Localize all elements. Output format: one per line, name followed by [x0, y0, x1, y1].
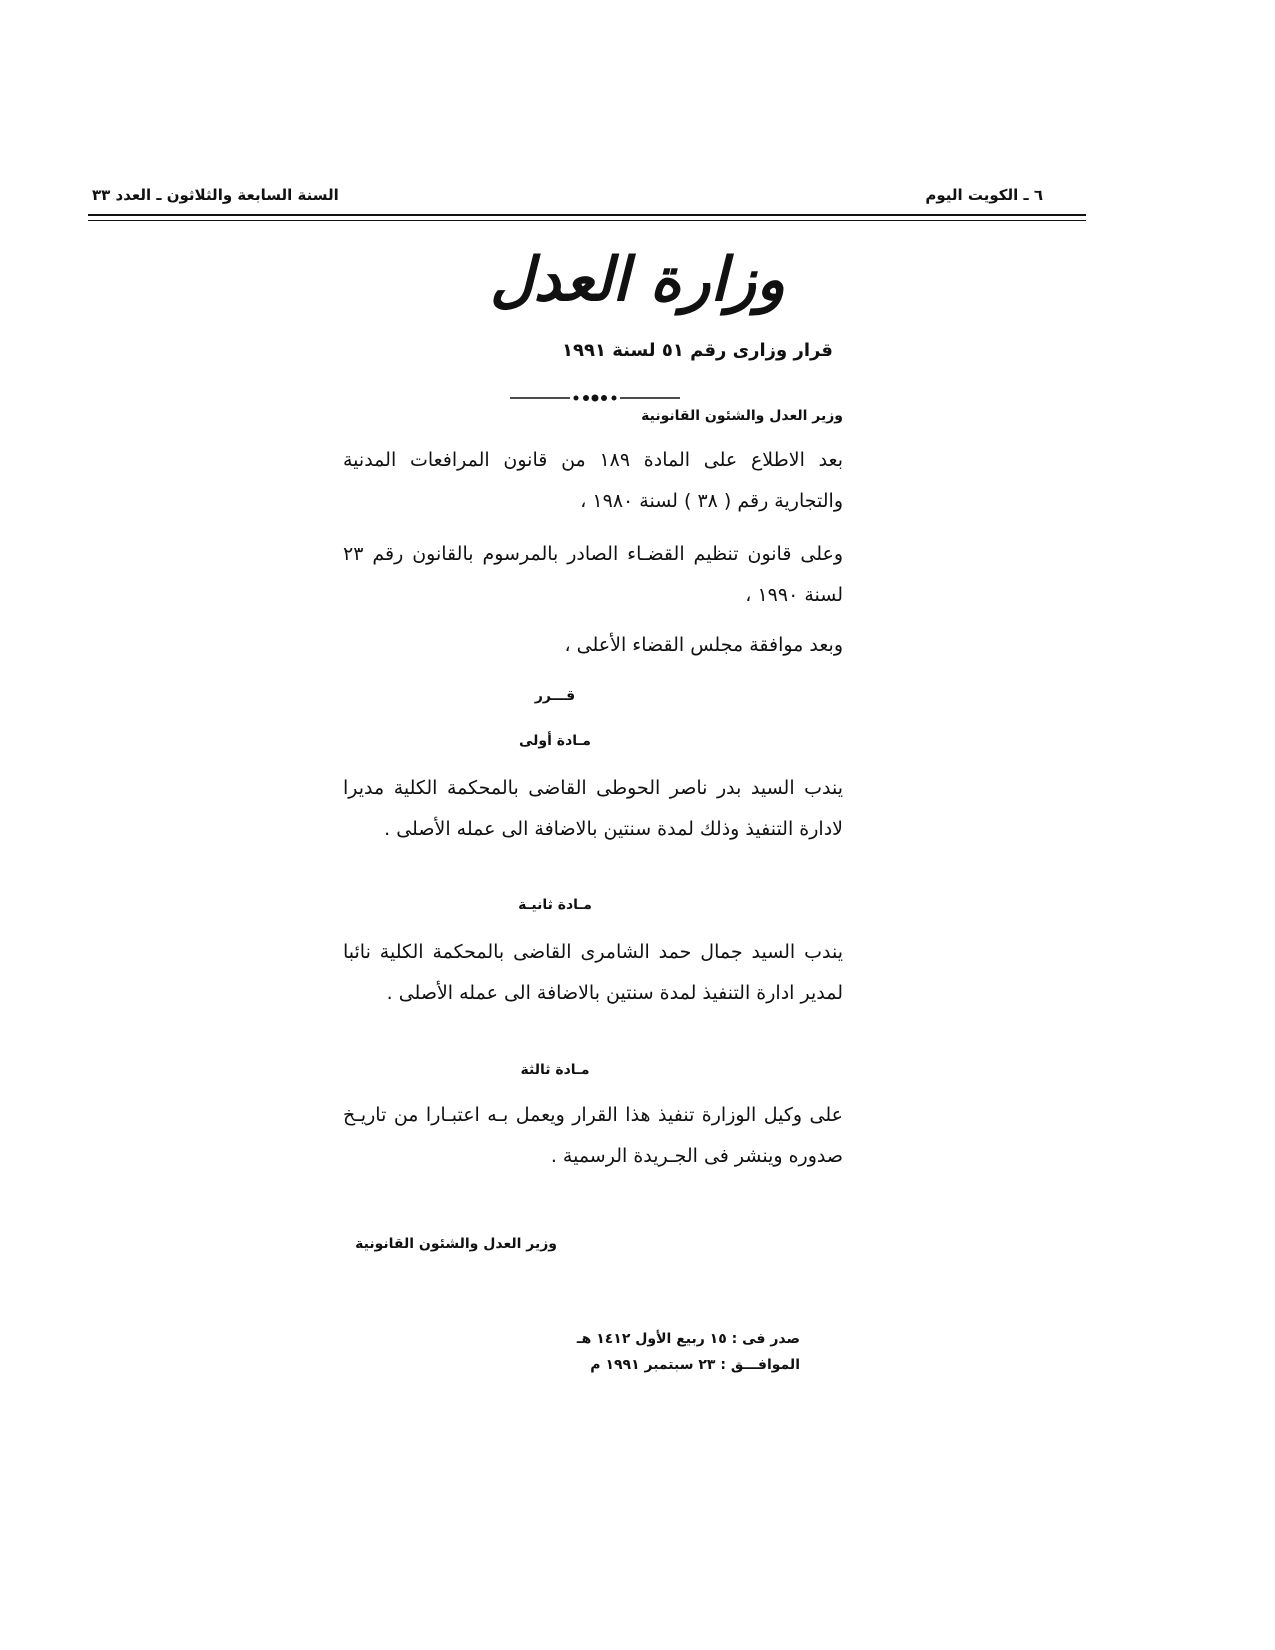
issued-date-hijri: صدر فى : ١٥ ربيع الأول ١٤١٢ هـ: [576, 1331, 800, 1347]
article-3-heading: مـادة ثالثة: [520, 1062, 590, 1078]
header-rule-thin: [88, 220, 1086, 221]
page-number-header: ٦ ـ الكويت اليوم: [925, 186, 1043, 204]
header-rule: [88, 214, 1086, 216]
ornament-divider-icon: [510, 391, 680, 405]
article-2-text: يندب السيد جمال حمد الشامرى القاضى بالمحكمة الكلية نائبا لمدير ادارة التنفيذ لمدة سنتين بالاضافة الى عمله الأصلى .: [343, 941, 843, 1004]
issued-date-gregorian: الموافـــق : ٢٣ سبتمبر ١٩٩١ م: [590, 1357, 800, 1373]
preamble-paragraph-1: بعد الاطلاع على المادة ١٨٩ من قانون المرافعات المدنية والتجارية رقم ( ٣٨ ) لسنة ١٩٨٠ ،: [343, 449, 844, 512]
ministry-masthead: وزارة العدل: [490, 245, 785, 315]
signature-title: وزير العدل والشئون القانونية: [355, 1236, 557, 1252]
issue-header: السنة السابعة والثلاثون ـ العدد ٣٣: [92, 186, 339, 204]
decided-heading: قـــرر: [534, 688, 576, 704]
article-2-heading: مـادة ثانيـة: [518, 897, 592, 913]
preamble-paragraph-2: وعلى قانون تنظيم القضـاء الصادر بالمرسوم بالقانون رقم ٢٣ لسنة ١٩٩٠ ،: [343, 543, 843, 606]
preamble-paragraph-3: وبعد موافقة مجلس القضاء الأعلى ،: [564, 634, 843, 656]
article-1-heading: مـادة أولى: [519, 733, 591, 749]
issuer-line: وزير العدل والشئون القانونية: [641, 408, 843, 424]
decree-title: قرار وزارى رقم ٥١ لسنة ١٩٩١: [562, 340, 833, 361]
article-1-text: يندب السيد بدر ناصر الحوطى القاضى بالمحكمة الكلية مديرا لادارة التنفيذ وذلك لمدة سنتين بالاضافة الى عمله الأصلى .: [343, 777, 843, 840]
article-3-text: على وكيل الوزارة تنفيذ هذا القرار ويعمل بـه اعتبـارا من تاريـخ صدوره وينشر فى الجـريدة الرسمية .: [343, 1104, 843, 1167]
